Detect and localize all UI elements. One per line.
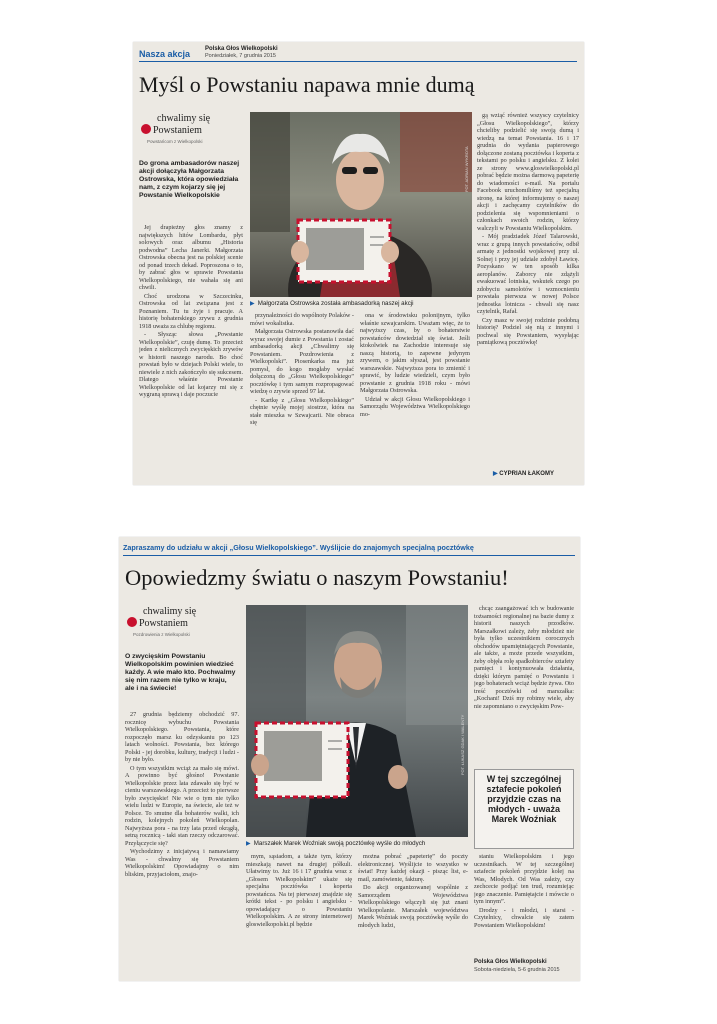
photo-credit: FOT. ŁUKASZ GDAK / WALENTY bbox=[460, 714, 465, 775]
logo-line-1: chwalimy się bbox=[157, 113, 211, 124]
section-tag: Nasza akcja bbox=[139, 49, 191, 59]
photo-caption: ▶ Marszałek Marek Woźniak swoją pocztówkę wyśle do młodych bbox=[246, 840, 426, 847]
article-clipping-2 bbox=[119, 537, 580, 981]
logo-line-2: Powstaniem bbox=[153, 125, 202, 136]
photo-marek-wozniak bbox=[246, 605, 468, 837]
photo-malgorzata-ostrowska bbox=[250, 112, 472, 297]
column-1: Jej drapieżny głos znamy z największych hitów Lombardu, płyt solowych oraz albumu „Historia podwodna” Lecha Janerki. Małgorzata Ostrowska obecna jest na polskiej scenie od ponad trzech dekad. Poproszona o to, by zabrać głos w sprawie Powstania Wielkopolskiego, nie wahała się ani chwili. Choć urodzona w Szczecinku, Ostrowska od lat związana jest z Poznaniem. Tu tu żyje i pracuje. A historię bohaterskiego zrywu z grudnia 1918 uważa za chlubę regionu. - Słysząc słowa „Powstanie Wielkopolskie”, czuję dumę. To przecież jeden z nielicznych zwycięskich zrywów w historii naszego narodu. Bo choć powstań było w dziejach Polski wiele, to niewiele z nich zakończyło się sukcesem. Dlatego właśnie Powstanie Wielkopolskie od lat kojarzy mi się z wygraną sprawą i daje poczucie bbox=[139, 224, 243, 398]
photo-caption: ▶ Małgorzata Ostrowska została ambasadorką naszej akcji bbox=[250, 300, 414, 307]
campaign-logo bbox=[141, 114, 241, 144]
signature-arrow-icon: ▶ bbox=[493, 471, 500, 477]
column-4-top: chcąc zaangażować ich w budowanie tożsamości regionalnej na bazie dumy z historii naszych przodków. Marszałkowi zależy, żeby młodzież nie była tylko uczestnikiem corocznych obchodów upamiętniających Powstanie, ale także, a może przede wszystkim, żeby objęła rolę spadkobierców sztafety pamięci i kontynuowała działania, dzięki którym pamięć o Powstaniu i jego bohaterach wciąż będzie żywa. Oto treść pocztówki od marszałka: „Kochani! Dziś my robimy wiele, aby nie zapomniano o zwycięskim Pow- bbox=[474, 605, 574, 710]
column-4-bottom: staniu Wielkopolskim i jego uczestnikach. W tej szczególnej sztafecie pokoleń przyjdzie kolej na Was, Młodych. Od Was zależy, czy zechcecie podjąć ten trud, rozumiejąc jego znaczenie. Pamiętajcie i mówcie o tym innym”. Drodzy - i młodzi, i starsi - Czytelnicy, chwalcie się zatem Powstaniem Wielkopolskim! bbox=[474, 853, 574, 929]
column-3: ona w środowisku polonijnym, tylko właśnie szwajcarskim. Uważam więc, że to najwyższy czas, by o bohaterstwie powstańców dowiedział się świat. Jeśli ktokolwiek na Zachodzie interesuje się naszą historią, to zapewne jedynym zrywem, o jakim słyszał, jest powstanie warszawskie. Najwyższa pora to zmienić i sprawić, by ludzie wiedzieli, czym było powstanie z grudnia 1918 roku - mówi Małgorzata Ostrowska. Udział w akcji Głosu Wielkopolskiego i Samorządu Województwa Wielkopolskiego mo- bbox=[360, 312, 470, 418]
lead-paragraph: O zwycięskim Powstaniu Wielkopolskim powinien wiedzieć każdy. A wie mało kto. Pochwalmy się nim razem nie tylko w kraju, ale i na świecie! bbox=[125, 653, 236, 692]
logo-subtitle: Pozdrowienia z Wielkopolski bbox=[133, 632, 190, 637]
lead-paragraph: Do grona ambasadorów naszej akcji dołączyła Małgorzata Ostrowska, która opowiedziała nam, z czym kojarzy się jej Powstanie Wielkopolskie bbox=[139, 160, 240, 199]
column-4: gą wziąć również wszyscy czytelnicy „Głosu Wielkopolskiego”, którzy chcieliby podzielić się swoją dumą i wiedzą na temat Powstania. 16 i 17 grudnia do wydania papierowego dołączone zostaną pocztówka i koperta z tekstami po polsku i angielsku. Z kolei ze strony www.gloswielkopolski.pl pobrać będzie można darmową papeterię do wiadomości e-mail. Na portalu Facebook uruchomiliśmy też specjalną stronę, na której informujemy o naszej akcji i zachęcamy czytelników do podzielenia się wspomnieniami o członkach swoich rodzin, którzy walczyli w Powstaniu Wielkopolskim. - Mój pradziadek Józef Talarowski, wraz z grupą innych powstańców, odbił armatę z jednostki wojskowej przy ul. Solnej i przy jej udziale zdobył Ławicę. Pozyskano w ten sposób kilka aeroplanów. Zaborcy nie zdążyli ewakuować lotniska, wskutek czego po zdobyciu samolotów i wzmocnieniu powstała pierwsza w nowej Polsce jednostka lotnicza - chwali się nasz czytelnik, Rafał. Czy masz w swojej rodzinie podobną historię? Podziel się nią z innymi i pochwal się Powstaniem, wysyłając pamiątkową pocztówkę! bbox=[477, 112, 579, 346]
author-signature: ▶ CYPRIAN ŁAKOMY bbox=[493, 471, 554, 477]
photo-credit: FOT. ADRIAN WYKROTA bbox=[464, 146, 469, 192]
publication-date: Sobota-niedziela, 5-6 grudnia 2015 bbox=[474, 967, 560, 973]
publication-name: Polska Głos Wielkopolski bbox=[205, 46, 278, 52]
publication-date: Poniedziałek, 7 grudnia 2015 bbox=[205, 53, 276, 59]
caption-arrow-icon: ▶ bbox=[246, 840, 251, 847]
article-clipping-1 bbox=[133, 42, 584, 485]
column-2: przynależności do wspólnoty Polaków - mówi wokalistka. Małgorzata Ostrowska postanowiła dać wyraz swojej dumie z Powstania i zostać ambasadorką akcji „Chwalimy się Powstaniem. Pozdrowienia z Wielkopolski”. Piosenkarka ma już pomysł, do kogo mogłaby wysłać dołączoną do „Głosu Wielkopolskiego” pocztówkę i tym samym rozpropagować wiedzę o zrywie sprzed 97 lat. - Kartkę z „Głosu Wielkopolskiego” chętnie wyślę mojej siostrze, która na stałe mieszka w Szwajcarii. Nie obraca się bbox=[250, 312, 354, 426]
campaign-logo bbox=[127, 607, 227, 637]
pull-quote: W tej szczególnej sztafecie pokoleń przyjdzie czas na młodych - uważa Marek Woźniak bbox=[474, 769, 574, 849]
caption-arrow-icon: ▶ bbox=[250, 300, 255, 307]
logo-red-dot-icon bbox=[127, 617, 137, 627]
column-1: 27 grudnia będziemy obchodzić 97. rocznicę wybuchu Powstania Wielkopolskiego. Powstania, które rozpoczęło marsz ku odzyskaniu po 123 latach wolności. Powstania, bez którego Polski - jej dorobku, kultury, tradycji i ludzi - by nie było. O tym wszystkim wciąż za mało się mówi. A powinno być głośno! Powstanie Wielkopolskie przez lata zdawało się być w cieniu warszawskiego. A przecież to pierwsze było zwycięskie! Nie wie o tym nie tylko wielu ludzi w Europie, na świecie, ale też w Polsce. To smutne dla bohaterów walki, ich rodzin, kolejnych pokoleń Wielkopolan. Najwyższa pora - na trzy lata przed okrągłą, setną rocznicą - taki stan rzeczy odczarować. Przyłączycie się? Wychodzimy z inicjatywą i namawiamy Was - chwalmy się Powstaniem Wielkopolskim! Opowiadajmy o nim bliskim, przyjaciołom, znajo- bbox=[125, 711, 239, 878]
headline: Myśl o Powstaniu napawa mnie dumą bbox=[139, 72, 475, 97]
postcard-icon bbox=[298, 220, 390, 282]
column-2: mym, sąsiadom, a także tym, którzy mieszkają nawet na drugiej półkuli. Ułatwimy to. Już 16 i 17 grudnia wraz z „Głosem Wielkopolskim” ukaże się specjalna pocztówka i koperta powstańcza. Na tej pierwszej znajdzie się krótki tekst - po polsku i angielsku - opowiadający o Powstaniu Wielkopolskim. A ze strony internetowej gloswielkopolski.pl będzie bbox=[246, 853, 352, 928]
photo-illustration bbox=[250, 112, 472, 297]
logo-subtitle: Powstańcom z Wielkopolski bbox=[147, 139, 203, 144]
publication-name: Polska Głos Wielkopolski bbox=[474, 959, 547, 965]
column-3: można pobrać „papeterię” do poczty elektronicznej. Wyślijcie to wszystko w świat! Przy każdej okazji - pisząc list, e-mail, zamówienie, fakturę. Do akcji organizowanej wspólnie z Samorządem Województwa Wielkopolskiego włączyli się już znani Wielkopolanie. Marszałek województwa Marek Woźniak swoją pocztówkę wyśle do młodych ludzi, bbox=[358, 853, 468, 929]
postcard-icon bbox=[256, 723, 348, 797]
photo-illustration bbox=[246, 605, 468, 837]
logo-red-dot-icon bbox=[141, 124, 151, 134]
logo-line-1: chwalimy się bbox=[143, 606, 197, 617]
headline: Opowiedzmy światu o naszym Powstaniu! bbox=[125, 565, 509, 590]
logo-line-2: Powstaniem bbox=[139, 618, 188, 629]
invitation-banner: Zapraszamy do udziału w akcji „Głosu Wielkopolskiego”. Wyślijcie do znajomych specjalną pocztówkę bbox=[123, 543, 474, 552]
